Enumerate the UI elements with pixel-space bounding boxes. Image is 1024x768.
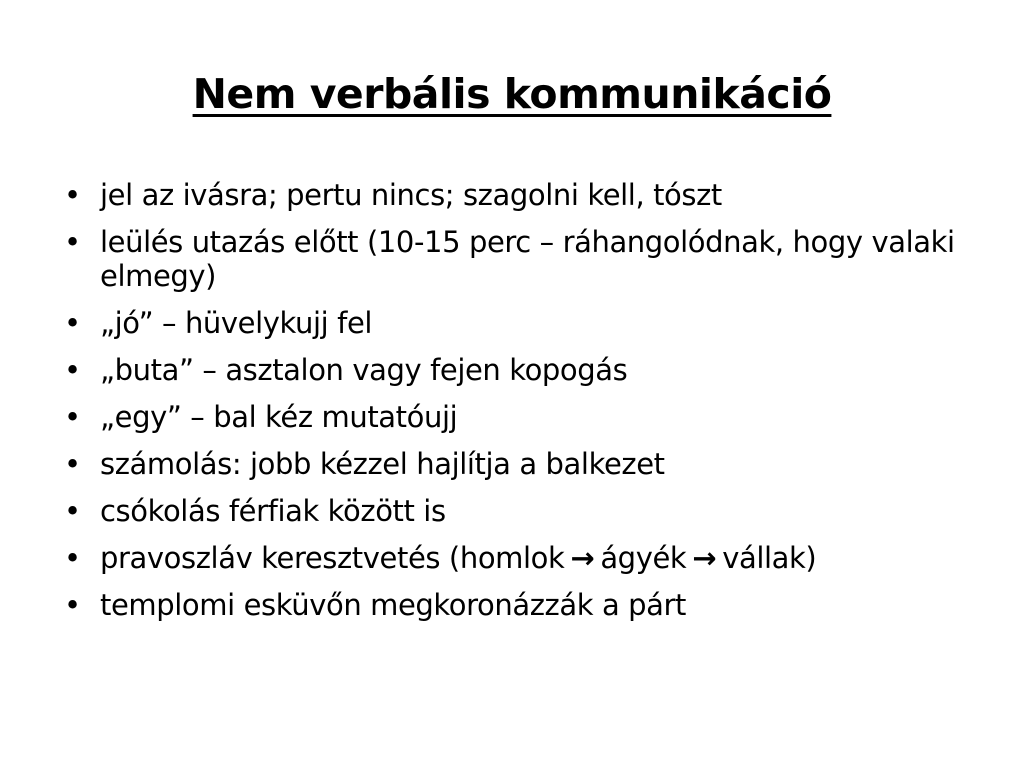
list-item xyxy=(62,353,982,387)
right-arrow-icon: → xyxy=(570,541,595,575)
list-item xyxy=(62,541,982,575)
list-item-text-part: ágyék xyxy=(600,541,687,575)
list-item-text-part: pravoszláv keresztvetés (homlok xyxy=(100,541,565,575)
list-item-text: jel az ivásra; pertu nincs; szagolni kell, tószt xyxy=(100,178,722,212)
list-item-text: „buta” – asztalon vagy fejen kopogás xyxy=(100,353,628,387)
list-item-text: csókolás férfiak között is xyxy=(100,494,446,528)
list-item xyxy=(62,447,982,481)
bullet-icon: • xyxy=(64,588,81,622)
bullet-icon: • xyxy=(64,178,81,212)
list-item-text: leülés utazás előtt (10-15 perc – ráhangolódnak, hogy valaki elmegy) xyxy=(100,225,955,293)
list-item xyxy=(62,225,982,293)
list-item xyxy=(62,306,982,340)
bullet-icon: • xyxy=(64,447,81,481)
bullet-icon: • xyxy=(64,353,81,387)
right-arrow-icon: → xyxy=(692,541,717,575)
list-item-text-part: vállak) xyxy=(722,541,817,575)
bullet-icon: • xyxy=(64,306,81,340)
bullet-icon: • xyxy=(64,225,81,259)
list-item-text: számolás: jobb kézzel hajlítja a balkezet xyxy=(100,447,665,481)
list-item-text: templomi esküvőn megkoronázzák a párt xyxy=(100,588,687,622)
list-item-text: „jó” – hüvelykujj fel xyxy=(100,306,373,340)
bullet-icon: • xyxy=(64,494,81,528)
list-item xyxy=(62,400,982,434)
bullet-icon: • xyxy=(64,400,81,434)
bullet-icon: • xyxy=(64,541,81,575)
list-item xyxy=(62,178,982,212)
slide-title xyxy=(0,64,1024,124)
slide-title-text: Nem verbális kommunikáció xyxy=(192,70,832,118)
list-item-text: „egy” – bal kéz mutatóujj xyxy=(100,400,458,434)
bullet-list xyxy=(62,178,982,635)
list-item xyxy=(62,494,982,528)
list-item xyxy=(62,588,982,622)
